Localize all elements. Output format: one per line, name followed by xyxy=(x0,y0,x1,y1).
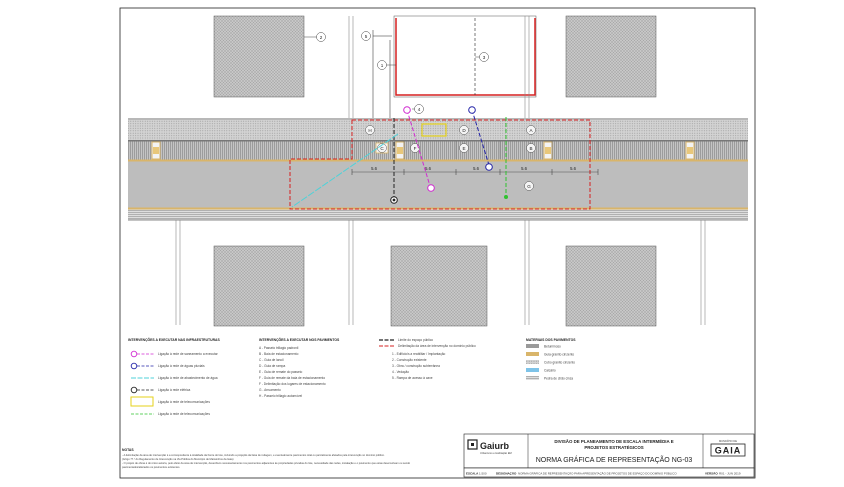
dim-4: 5.6 xyxy=(521,166,527,171)
building-bottom-right xyxy=(566,246,656,326)
svg-text:Calcário: Calcário xyxy=(544,368,556,373)
legend-lines xyxy=(379,338,476,380)
svg-text:F: F xyxy=(413,145,417,151)
svg-text:3 - Obra / construção subterrâ: 3 - Obra / construção subterrânea xyxy=(392,364,440,368)
callout-1 xyxy=(378,61,397,70)
svg-text:INTERVENÇÕES A EXECUTAR NOS PA: INTERVENÇÕES A EXECUTAR NOS PAVIMENTOS xyxy=(259,338,340,342)
svg-text:G: G xyxy=(527,183,531,189)
dim-3: 5.6 xyxy=(473,166,479,171)
division-title: DIVISÃO DE PLANEAMENTO DE ESCALA INTERMÉDIA E xyxy=(554,439,674,444)
callout-4 xyxy=(412,105,424,114)
svg-text:VERSÃO: VERSÃO xyxy=(705,471,718,476)
svg-text:Cubo granito cinzento: Cubo granito cinzento xyxy=(544,360,576,365)
svg-text:2 - Construção existente: 2 - Construção existente xyxy=(392,358,427,362)
legend-materials xyxy=(526,338,576,380)
svg-text:Guia granito cinzento: Guia granito cinzento xyxy=(544,352,575,357)
svg-text:ESCALA: ESCALA xyxy=(466,471,479,476)
svg-text:Urbanismo e Habitação EM: Urbanismo e Habitação EM xyxy=(480,452,512,455)
svg-text:A - Passeio trillagio padronil: A - Passeio trillagio padronil xyxy=(259,346,299,350)
legend-infrastructure xyxy=(128,337,220,416)
road-asphalt xyxy=(128,162,748,208)
title-block xyxy=(464,434,754,477)
svg-text:pavimentados/alterados os pavi: pavimentados/alterados os pavimentos existentes. xyxy=(122,466,181,469)
dim-5: 5.6 xyxy=(570,166,576,171)
svg-text:MUNICÍPIO DE: MUNICÍPIO DE xyxy=(718,440,738,443)
svg-text:G - Arruamento: G - Arruamento xyxy=(259,388,281,392)
svg-text:Ligação à rede de telecomunica: Ligação à rede de telecomunicações xyxy=(158,400,210,404)
building-top-left xyxy=(214,16,304,97)
svg-text:Ligação à rede elétrica: Ligação à rede elétrica xyxy=(158,388,191,393)
svg-text:Ligação à rede de águas pluvia: Ligação à rede de águas pluviais xyxy=(158,364,205,369)
svg-text:4 - Vedação: 4 - Vedação xyxy=(392,370,410,374)
svg-text:- O projeto de obras é do únic: - O projeto de obras é do único autor/a, pelo efeito da área de intervenção, desenhá-lo necessariamente nos pavimentos adjacentes às propriedades privadas do lote, necessidade das redes, instalação e o pavimento que estas desenvolvam ou sendo xyxy=(122,462,411,465)
svg-text:DESIGNAÇÃO: DESIGNAÇÃO xyxy=(496,471,517,476)
callout-4-label: 4 xyxy=(417,106,421,112)
callout-1-label: 1 xyxy=(380,62,384,68)
svg-text:MATERIAIS DOS PAVIMENTOS: MATERIAIS DOS PAVIMENTOS xyxy=(526,338,576,342)
svg-text:B - Baía de estacionamento: B - Baía de estacionamento xyxy=(259,352,299,356)
svg-text:- A delimitação da área de int: - A delimitação da área de intervenção é a correspondente à totalidade da frente do lote, incluindo a projeção da faixa de rodagem, e eventualmente pavimentos total ou parcialmente afetados pela intervenção no domínio público. xyxy=(122,454,385,457)
svg-text:F - Delimitação dos lugares de: F - Delimitação dos lugares de estacionamento xyxy=(259,382,326,386)
building-top-right xyxy=(566,16,656,97)
svg-text:NORMA GRÁFICA DE REPRESENTAÇÃO: NORMA GRÁFICA DE REPRESENTAÇÃO PARA APRESENTAÇÃO DE PROJETOS DE ESPAÇO DO DOMÍNIO PÚBLICO xyxy=(518,471,677,476)
sidewalk-top xyxy=(128,120,748,140)
svg-text:5 - Rampa de acesso à cave: 5 - Rampa de acesso à cave xyxy=(392,376,433,380)
svg-text:E: E xyxy=(462,145,466,151)
svg-text:H: H xyxy=(368,127,372,133)
svg-text:H - Passeio trillagio automóve: H - Passeio trillagio automóvel xyxy=(259,394,303,398)
dim-1: 5.6 xyxy=(371,166,377,171)
building-bottom-center xyxy=(391,246,487,326)
building-bottom-left xyxy=(214,246,304,326)
notes-block xyxy=(122,448,411,469)
main-title: NORMA GRÁFICA DE REPRESENTAÇÃO NG-03 xyxy=(535,457,693,464)
callout-3-label: 3 xyxy=(482,54,486,60)
svg-text:B: B xyxy=(529,145,533,151)
gaiurb-logo-text: Gaiurb xyxy=(480,441,510,451)
gaia-logo: GAIA xyxy=(714,445,742,456)
legend-pavements xyxy=(259,337,340,398)
svg-text:F - Guia de remate da baía de: F - Guia de remate da baía de estacionamento xyxy=(259,376,326,380)
svg-text:D: D xyxy=(462,127,466,133)
svg-text:Pedra de chão cinza: Pedra de chão cinza xyxy=(544,376,574,381)
parking-curb xyxy=(128,160,748,162)
svg-text:1:500: 1:500 xyxy=(479,471,487,476)
svg-text:(Artigo 77.º do Regulamento de: (Artigo 77.º do Regulamento de Intervenção na Via Pública do Município de Matosinhos da Gaia) xyxy=(122,458,234,461)
legend-infra-title: INTERVENÇÕES A EXECUTAR NAS INFRAESTRUTURAS xyxy=(128,338,220,342)
svg-text:Ligação à rede de saneamento a: Ligação à rede de saneamento a executar xyxy=(158,352,218,357)
svg-text:C: C xyxy=(380,145,384,151)
svg-text:PROJETOS ESTRATÉGICOS: PROJETOS ESTRATÉGICOS xyxy=(584,445,644,450)
svg-text:1 - Edifício/s a reabilitar /: 1 - Edifício/s a reabilitar / Implantação xyxy=(392,352,446,356)
dim-2: 5.6 xyxy=(425,166,431,171)
svg-text:NOTAS: NOTAS xyxy=(122,448,134,452)
callout-5 xyxy=(362,32,371,41)
callout-2 xyxy=(304,33,326,42)
callout-2-label: 2 xyxy=(319,34,323,40)
road-curb-bottom xyxy=(128,208,748,210)
svg-text:Betuminoso: Betuminoso xyxy=(544,344,561,349)
svg-text:Delimitação da área de interve: Delimitação da área de intervenção no domínio público xyxy=(398,344,476,349)
svg-text:Ligação à rede de abasteciment: Ligação à rede de abastecimento de água xyxy=(158,376,218,381)
sidewalk-bottom xyxy=(128,210,748,220)
svg-text:E - Guia de remate do passeio: E - Guia de remate do passeio xyxy=(259,370,303,374)
svg-text:A: A xyxy=(529,127,533,133)
svg-text:C - Guia de lancil: C - Guia de lancil xyxy=(259,358,284,362)
parking-strip xyxy=(128,142,748,160)
callout-5-label: 5 xyxy=(364,33,368,39)
svg-text:D - Guia de rampa: D - Guia de rampa xyxy=(259,364,286,368)
svg-text:Limite do espaço público: Limite do espaço público xyxy=(398,338,434,343)
svg-text:Ligação à rede de telecomunica: Ligação à rede de telecomunicações xyxy=(158,412,210,417)
building-top-center xyxy=(394,16,536,97)
svg-text:R01 - JUN 2019: R01 - JUN 2019 xyxy=(719,471,741,476)
